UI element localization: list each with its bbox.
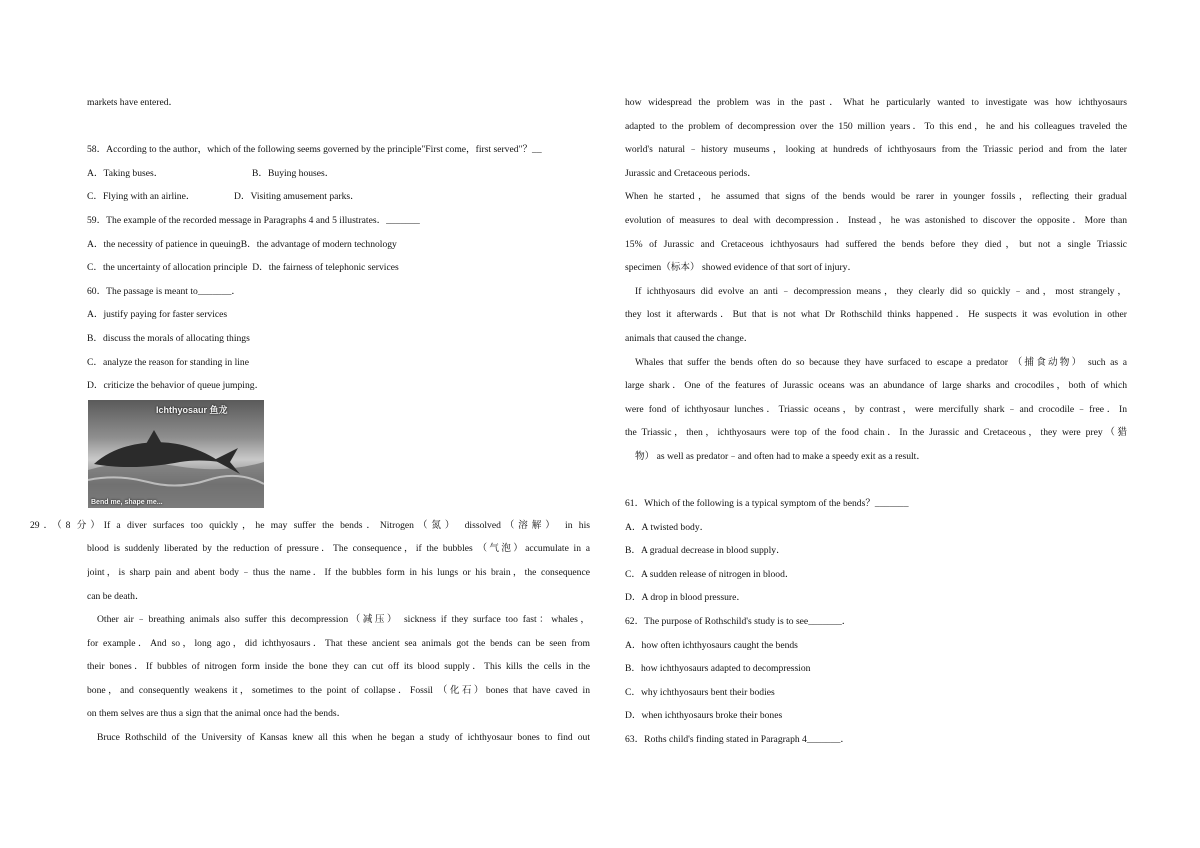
option-62c: C．why ichthyosaurs bent their bodies — [625, 686, 775, 698]
passage-line: Jurassic and Cretaceous periods． — [625, 167, 757, 179]
option-58a: A．Taking buses． — [87, 167, 164, 179]
question-61: 61．Which of the following is a typical symptom of the bends？_______ — [625, 498, 909, 510]
left-column — [30, 91, 590, 750]
right-column — [625, 91, 1127, 752]
passage-line: were fond of ichthyosaur lunches．Triassic oceans，by contrast，were mercifully shark﹣and crocodile﹣free．In — [625, 403, 1127, 415]
passage-29-line: blood is suddenly liberated by the reduction of pressure．The consequence，if the bubbles （气泡）accumulate in a — [87, 543, 590, 555]
option-62a: A．how often ichthyosaurs caught the bends — [625, 639, 798, 651]
passage-29-line: for example．And so，long ago，did ichthyosaurs．That these ancient sea animals got the bends can be seen from — [87, 637, 590, 649]
option-61a: A．A twisted body． — [625, 521, 710, 533]
passage-29-line: on them selves are thus a sign that the animal once had the bends． — [87, 708, 347, 720]
passage-end-line: markets have entered． — [87, 97, 179, 108]
option-60b: B．discuss the morals of allocating things — [87, 332, 250, 344]
question-58-options-ab — [87, 162, 590, 186]
passage-line: large shark．One of the features of Jurassic oceans was an abundance of large sharks and crocodiles，both of which — [625, 380, 1127, 392]
option-60c: C．analyze the reason for standing in line — [87, 356, 249, 368]
passage-line: world's natural﹣history museums，looking at hundreds of ichthyosaurs from the Triassic period and from the later — [625, 144, 1127, 156]
option-61c: C．A sudden release of nitrogen in blood． — [625, 568, 795, 580]
photo-caption-top: Ichthyosaur 鱼龙 — [156, 404, 228, 415]
passage-29-line: 29．（8 分）If a diver surfaces too quickly，he may suffer the bends．Nitrogen（氮） dissolved（溶解） in his — [30, 519, 590, 531]
question-59-options-ab — [87, 233, 590, 257]
passage-line: Whales that suffer the bends often do so because they have surfaced to escape a predator （捕食动物） such as a — [635, 356, 1127, 368]
option-58c: C．Flying with an airline． — [87, 191, 196, 203]
option-61b: B．A gradual decrease in blood supply． — [625, 545, 786, 557]
passage-line: they lost it afterwards．But that is not what Dr Rothschild thinks happened．He suspects it was evolution in other — [625, 309, 1127, 321]
passage-line: 物） as well as predator﹣and often had to make a speedy exit as a result． — [635, 450, 926, 462]
passage-29-line: bone，and consequently weakens it，sometimes to the point of collapse．Fossil （化石）bones that have caved in — [87, 684, 590, 696]
ichthyosaur-photo — [88, 400, 264, 508]
option-59b: B．the advantage of modern technology — [240, 238, 397, 250]
passage-line: evolution of measures to deal with decompression．Instead，he was astonished to discover the opposite．More than — [625, 214, 1127, 226]
option-62b: B．how ichthyosaurs adapted to decompression — [625, 663, 811, 675]
passage-line: When he started，he assumed that signs of the bends would be rarer in younger fossils，reflecting their gradual — [625, 191, 1127, 203]
option-60d: D．criticize the behavior of queue jumping． — [87, 380, 265, 392]
passage-29-line: Other air﹣breathing animals also suffer this decompression（减压） sickness if they surface too fast：whales， — [97, 614, 590, 626]
option-62d: D．when ichthyosaurs broke their bones — [625, 710, 783, 722]
passage-line: specimen（标本） showed evidence of that sort of injury． — [625, 262, 858, 274]
ichthyosaur-illustration — [88, 400, 264, 508]
question-59-options-cd — [87, 256, 590, 280]
question-62: 62．The purpose of Rothschild's study is to see_______． — [625, 616, 852, 628]
photo-caption-bottom: Bend me, shape me... — [91, 498, 163, 506]
passage-line: animals that caused the change． — [625, 332, 754, 344]
question-63: 63．Roths child's finding stated in Paragraph 4_______． — [625, 734, 851, 746]
question-60: 60．The passage is meant to_______． — [87, 285, 242, 297]
passage-29-line: their bones．If bubbles of nitrogen form inside the bone they can cut off its blood supply．This kills the cells in the — [87, 661, 590, 673]
passage-line: the Triassic，then，ichthyosaurs were top of the food chain．In the Jurassic and Cretaceous，they were prey（猎 — [625, 427, 1127, 439]
passage-line: If ichthyosaurs did evolve an anti﹣decompression means，they clearly did so quickly﹣and，most strangely， — [635, 285, 1127, 297]
passage-line: adapted to the problem of decompression over the 150 million years．To this end，he and his colleagues traveled the — [625, 120, 1127, 132]
question-58-options-cd — [87, 185, 590, 209]
option-58d: D．Visiting amusement parks． — [234, 191, 360, 203]
passage-line: how widespread the problem was in the past．What he particularly wanted to investigate was how ichthyosaurs — [625, 97, 1127, 108]
passage-29-line: Bruce Rothschild of the University of Kansas knew all this when he began a study of ichthyosaur bones to find out — [97, 732, 590, 744]
option-61d: D．A drop in blood pressure． — [625, 592, 746, 604]
option-60a: A．justify paying for faster services — [87, 309, 228, 321]
option-58b: B．Buying houses． — [252, 167, 335, 179]
passage-line: 15% of Jurassic and Cretaceous ichthyosaurs had suffered the bends before they died，but not a single Triassic — [625, 238, 1127, 250]
option-59d: D．the fairness of telephonic services — [252, 262, 399, 274]
passage-29-line: can be death． — [87, 590, 145, 602]
option-59a: A．the necessity of patience in queuing — [87, 238, 241, 250]
question-58: 58．According to the author，which of the following seems governed by the principle"First come，first served"？__ — [87, 144, 542, 156]
option-59c: C．the uncertainty of allocation principle — [87, 262, 248, 274]
passage-29-line: joint，is sharp pain and abent body﹣thus the name．If the bubbles form in his lungs or his brain，the consequence — [87, 566, 590, 578]
question-59: 59．The example of the recorded message in Paragraphs 4 and 5 illustrates．_______ — [87, 214, 420, 226]
